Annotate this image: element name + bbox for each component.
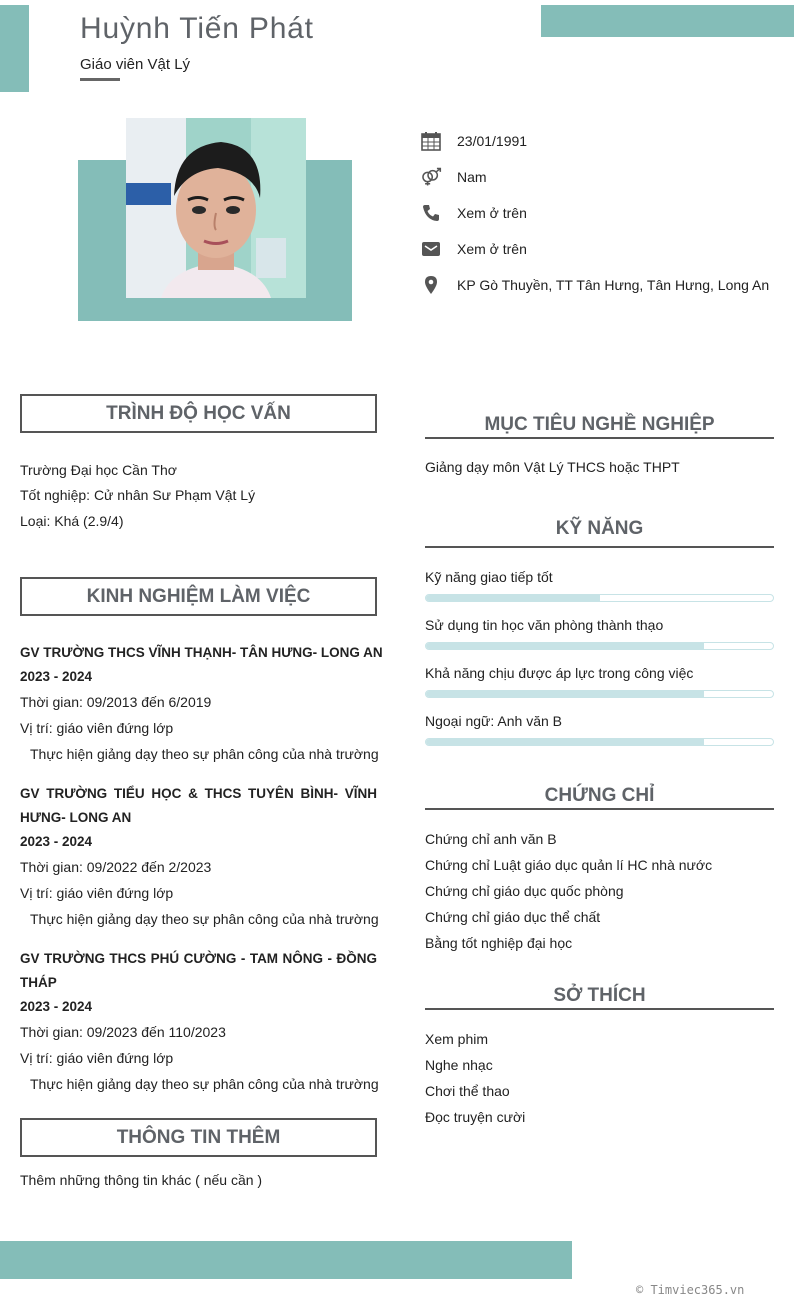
objective-title: MỤC TIÊU NGHỀ NGHIỆP — [484, 414, 715, 435]
skill-label: Ngoại ngữ: Anh văn B — [425, 713, 563, 729]
certificates-title: CHỨNG CHỈ — [544, 785, 655, 806]
skills-title: KỸ NĂNG — [555, 518, 644, 539]
certificates-divider — [425, 808, 774, 810]
decor-block-left — [0, 5, 29, 92]
footer-bar — [0, 1241, 572, 1279]
email-icon — [420, 238, 442, 260]
decor-block-right — [541, 5, 794, 37]
job-company-continued: THÁP — [20, 975, 57, 990]
job-time: Thời gian: 09/2022 đến 2/2023 — [20, 859, 212, 875]
objective-divider — [425, 437, 774, 439]
phone-icon — [420, 202, 442, 224]
copyright-text: © Timviec365.vn — [636, 1283, 745, 1297]
skill-bar-fill — [426, 739, 704, 745]
contact-address — [420, 273, 790, 297]
skill-label: Sử dụng tin học văn phòng thành thạo — [425, 617, 664, 633]
objective-text: Giảng dạy môn Vật Lý THCS hoặc THPT — [425, 459, 680, 475]
skill-bar — [425, 690, 774, 698]
skill-bar-fill — [426, 595, 600, 601]
job-description: Thực hiện giảng dạy theo sự phân công của nhà trường — [30, 911, 379, 927]
phone-text: Xem ở trên — [457, 205, 527, 221]
location-icon — [420, 274, 442, 296]
contact-phone — [420, 201, 790, 225]
job-position: Vị trí: giáo viên đứng lớp — [20, 885, 174, 901]
hobbies-divider — [425, 1008, 774, 1010]
experience-title: KINH NGHIỆM LÀM VIỆC — [20, 577, 377, 616]
certificate-item: Chứng chỉ giáo dục thể chất — [425, 909, 601, 925]
contact-email — [420, 237, 790, 261]
gender-text: Nam — [457, 169, 487, 185]
email-text: Xem ở trên — [457, 241, 527, 257]
job-description: Thực hiện giảng dạy theo sự phân công của nhà trường — [30, 1076, 379, 1092]
job-company: GV TRƯỜNG THCS VĨNH THẠNH- TÂN HƯNG- LONG AN — [20, 645, 383, 660]
skill-bar-fill — [426, 691, 704, 697]
skill-label: Kỹ năng giao tiếp tốt — [425, 569, 553, 585]
job-time: Thời gian: 09/2023 đến 110/2023 — [20, 1024, 226, 1040]
hobby-item: Chơi thể thao — [425, 1083, 510, 1099]
education-grade: Loại: Khá (2.9/4) — [20, 513, 124, 529]
skill-bar-fill — [426, 643, 704, 649]
dob-text: 23/01/1991 — [457, 133, 528, 149]
skills-divider — [425, 546, 774, 548]
contact-gender — [420, 165, 790, 189]
hobby-item: Xem phim — [425, 1031, 489, 1047]
education-degree: Tốt nghiệp: Cử nhân Sư Phạm Vật Lý — [20, 487, 256, 503]
job-position: Vị trí: giáo viên đứng lớp — [20, 1050, 174, 1066]
address-text: KP Gò Thuyền, TT Tân Hưng, Tân Hưng, Long An — [457, 277, 770, 293]
job-time: Thời gian: 09/2013 đến 6/2019 — [20, 694, 212, 710]
education-school: Trường Đại học Cần Thơ — [20, 462, 177, 478]
skill-bar — [425, 642, 774, 650]
certificate-item: Chứng chỉ anh văn B — [425, 831, 557, 847]
job-years: 2023 - 2024 — [20, 999, 93, 1014]
job-position: Vị trí: giáo viên đứng lớp — [20, 720, 174, 736]
gender-icon — [420, 166, 442, 188]
job-company-continued: HƯNG- LONG AN — [20, 810, 132, 825]
hobbies-title: SỞ THÍCH — [553, 985, 646, 1006]
job-company: GV TRƯỜNG TIỂU HỌC & THCS TUYÊN BÌNH- VĨNH — [20, 786, 377, 801]
skill-label: Khả năng chịu được áp lực trong công việc — [425, 665, 694, 681]
candidate-name: Huỳnh Tiến Phát — [80, 12, 314, 45]
job-company: GV TRƯỜNG THCS PHÚ CƯỜNG - TAM NÔNG - ĐỒNG — [20, 951, 377, 966]
job-description: Thực hiện giảng dạy theo sự phân công của nhà trường — [30, 746, 379, 762]
skill-bar — [425, 738, 774, 746]
role-underline — [80, 78, 120, 81]
contact-dob — [420, 129, 790, 153]
job-years: 2023 - 2024 — [20, 669, 93, 684]
hobby-item: Đọc truyện cười — [425, 1109, 526, 1125]
certificate-item: Bằng tốt nghiệp đại học — [425, 935, 573, 951]
candidate-role: Giáo viên Vật Lý — [80, 56, 191, 73]
additional-info-title: THÔNG TIN THÊM — [20, 1118, 377, 1157]
calendar-icon — [420, 130, 442, 152]
avatar — [126, 118, 306, 298]
skill-bar — [425, 594, 774, 602]
education-title: TRÌNH ĐỘ HỌC VẤN — [20, 394, 377, 433]
additional-info-text: Thêm những thông tin khác ( nếu cần ) — [20, 1172, 263, 1188]
job-years: 2023 - 2024 — [20, 834, 93, 849]
certificate-item: Chứng chỉ giáo dục quốc phòng — [425, 883, 624, 899]
certificate-item: Chứng chỉ Luật giáo dục quản lí HC nhà nước — [425, 857, 713, 873]
hobby-item: Nghe nhạc — [425, 1057, 493, 1073]
